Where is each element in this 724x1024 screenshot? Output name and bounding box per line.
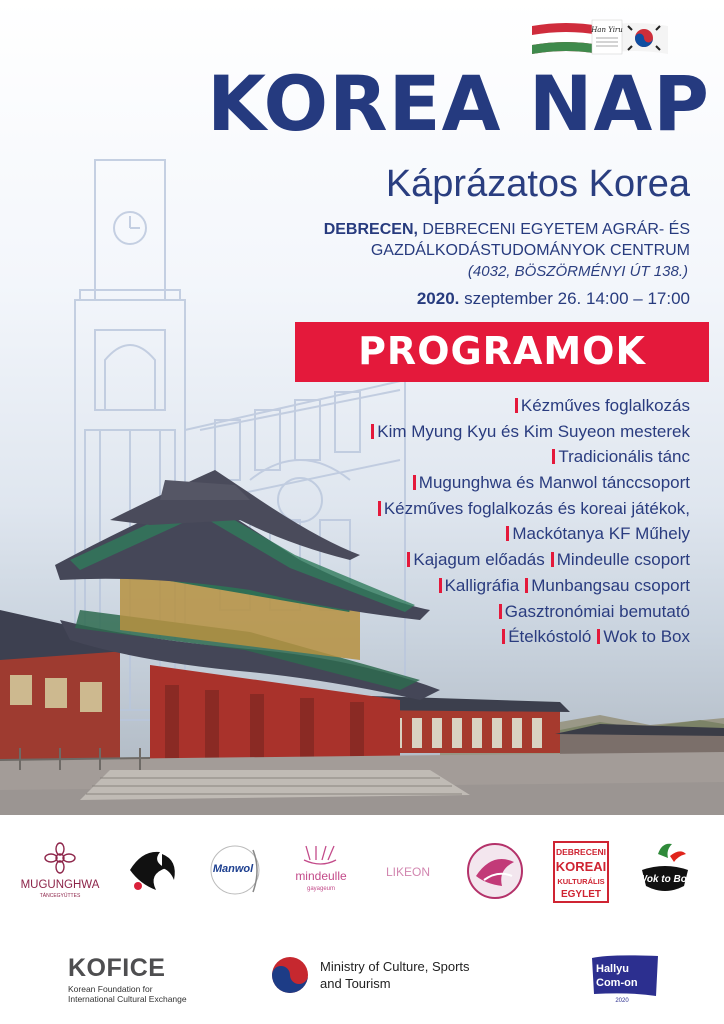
venue — [200, 219, 690, 261]
venue-city: DEBRECEN, — [323, 221, 418, 238]
program-item: Ételkóstoló — [502, 627, 591, 647]
program-item: Kézműves foglalkozás és koreai játékok, — [378, 499, 690, 519]
kofice-wordmark: KOFICE — [68, 954, 166, 982]
program-list — [180, 396, 690, 653]
hallyu-com-on-logo — [590, 952, 660, 1006]
program-row — [180, 550, 690, 576]
svg-text:Manwol: Manwol — [212, 863, 254, 875]
svg-text:gayageum: gayageum — [306, 886, 336, 892]
svg-text:EGYLET: EGYLET — [560, 889, 602, 900]
svg-text:MUGUNGHWA: MUGUNGHWA — [20, 879, 100, 891]
program-row — [180, 473, 690, 499]
ministry-emblem-icon — [270, 955, 310, 995]
ministry-line-1: Ministry of Culture, Sports — [320, 959, 470, 974]
program-item: Kajagum előadás — [407, 550, 544, 570]
wok-to-box-logo — [632, 840, 698, 910]
svg-text:KOREAI: KOREAI — [555, 859, 607, 874]
venue-line-1: DEBRECENI EGYETEM AGRÁR- ÉS — [422, 221, 690, 238]
debreceni-koreai-egylet-logo — [552, 840, 610, 908]
svg-text:LIKEON: LIKEON — [385, 865, 431, 879]
program-row — [180, 396, 690, 422]
svg-text:Han Yiru: Han Yiru — [591, 26, 623, 34]
ministry-name — [320, 958, 520, 992]
manwol-logo — [205, 840, 269, 904]
mugunghwa-logo — [18, 840, 102, 914]
mindeulle-logo — [286, 840, 356, 904]
leaf-icon — [658, 844, 672, 858]
calligraphy-logo — [122, 840, 186, 904]
program-row — [180, 447, 690, 473]
program-item: Tradicionális tánc — [552, 447, 690, 467]
program-row — [180, 576, 690, 602]
svg-text:Com-on: Com-on — [596, 977, 638, 989]
subtitle: Káprázatos Korea — [385, 163, 690, 205]
kofice-tagline-2: International Cultural Exchange — [68, 994, 187, 1004]
round-dance-logo — [462, 840, 528, 906]
svg-text:mindeulle: mindeulle — [295, 869, 347, 883]
program-row — [180, 422, 690, 448]
programs-heading: PROGRAMOK — [358, 329, 646, 373]
program-item: Kalligráfia — [439, 576, 520, 596]
program-item: Mindeulle csoport — [551, 550, 690, 570]
sponsor-logos — [0, 840, 724, 920]
svg-text:TÁNCEGYÜTTES: TÁNCEGYÜTTES — [39, 893, 81, 899]
svg-text:KULTURÁLIS: KULTURÁLIS — [557, 877, 605, 886]
program-item: Mugunghwa és Manwol tánccsoport — [413, 473, 690, 493]
event-date — [260, 289, 690, 309]
program-row — [180, 627, 690, 653]
kofice-tagline-1: Korean Foundation for — [68, 984, 153, 994]
svg-text:Hallyu: Hallyu — [596, 963, 630, 975]
flower-icon — [45, 843, 75, 873]
venue-line-2: GAZDÁLKODÁSTUDOMÁNYOK CENTRUM — [370, 242, 690, 259]
program-item: Kézműves foglalkozás — [515, 396, 690, 416]
program-item: Kim Myung Kyu és Kim Suyeon mesterek — [371, 422, 690, 442]
ministry-line-2: and Tourism — [320, 976, 391, 991]
kofice-logo — [68, 956, 218, 1004]
program-item: Munbangsau csoport — [525, 576, 690, 596]
svg-text:DEBRECENI: DEBRECENI — [555, 847, 607, 857]
address: (4032, BÖSZÖRMÉNYI ÚT 138.) — [467, 263, 688, 280]
program-item: Wok to Box — [597, 627, 690, 647]
svg-text:Wok to Box: Wok to Box — [637, 874, 693, 885]
page-title: KOREA NAP — [207, 59, 710, 148]
svg-text:2020: 2020 — [615, 998, 629, 1004]
date-time: szeptember 26. 14:00 – 17:00 — [464, 289, 690, 308]
program-item: Mackótanya KF Műhely — [506, 524, 690, 544]
program-item: Gasztronómiai bemutató — [499, 602, 690, 622]
program-row — [180, 524, 690, 550]
date-year: 2020. — [416, 289, 460, 308]
flags-banner — [532, 18, 668, 58]
program-row — [180, 499, 690, 525]
footer — [0, 950, 724, 1024]
likeon-logo — [376, 840, 440, 904]
program-row — [180, 602, 690, 628]
